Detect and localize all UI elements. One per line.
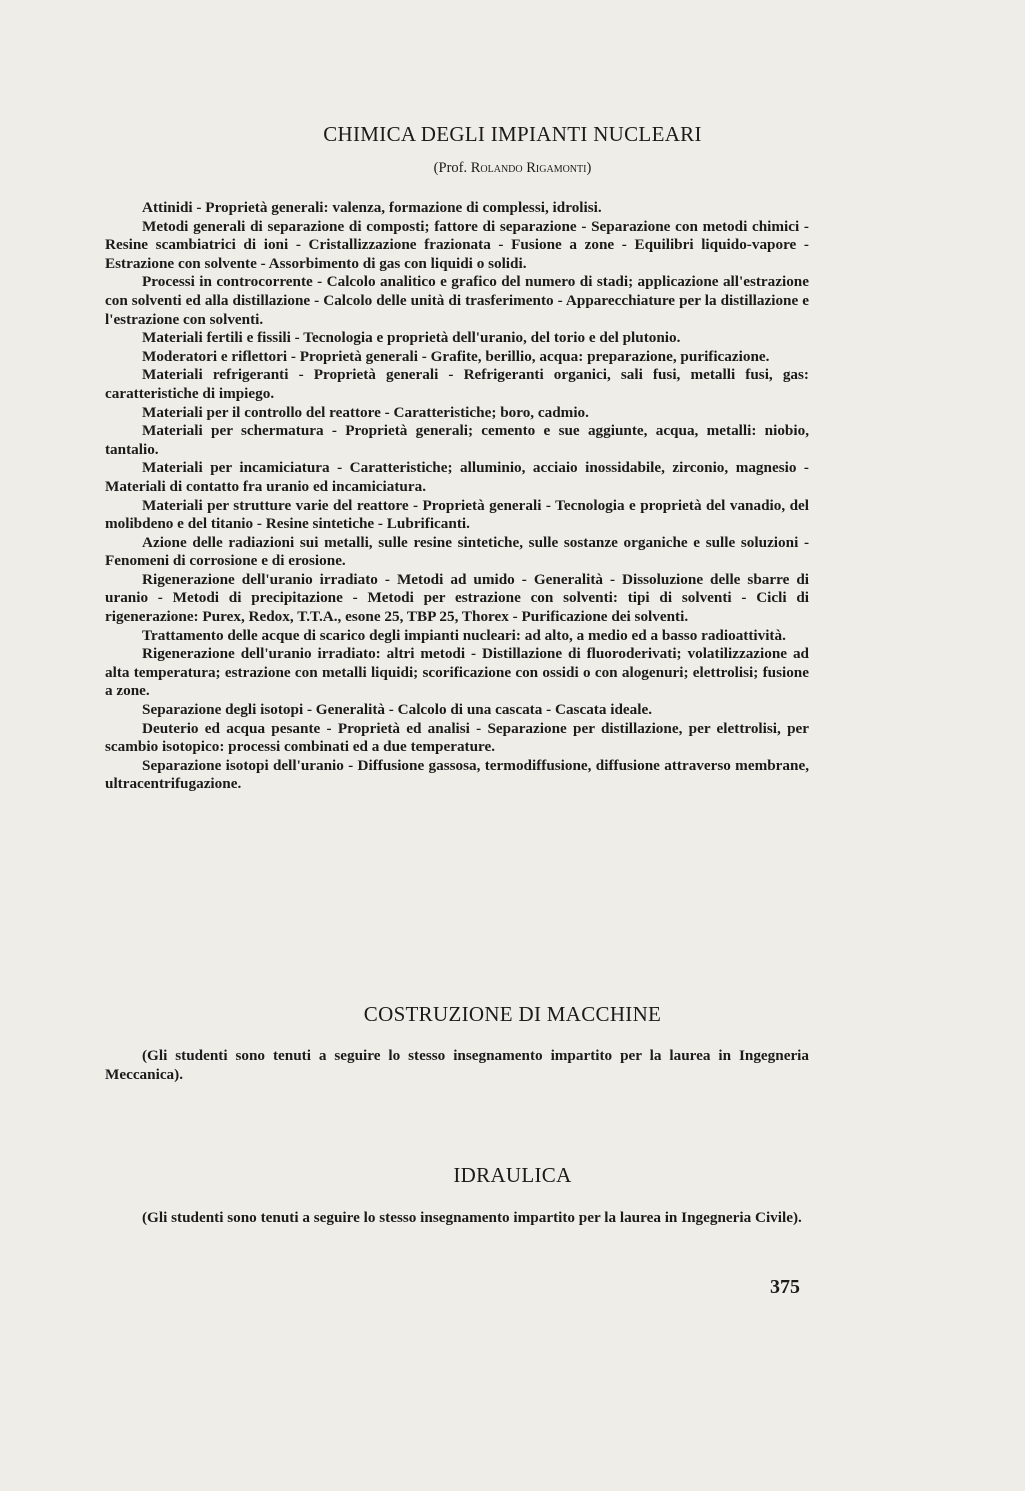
program-paragraph: Processi in controcorrente - Calcolo analitico e grafico del numero di stadi; applicazione all'estrazione con solventi ed alla distillazione - Calcolo delle unità di trasferimento - Apparecchiature per la distillazione e l'estrazione con solventi.: [105, 273, 809, 328]
program-paragraph: Azione delle radiazioni sui metalli, sulle resine sintetiche, sulle sostanze organiche e sulle soluzioni - Fenomeni di corrosione e di erosione.: [105, 533, 809, 570]
chimica-professor: [0, 160, 1025, 177]
professor-name: Rolando Rigamonti: [470, 160, 587, 176]
chimica-program-body: [105, 199, 809, 794]
program-paragraph: Metodi generali di separazione di composti; fattore di separazione - Separazione con metodi chimici - Resine scambiatrici di ioni - Cristallizzazione frazionata - Fusione a zone - Equilibri liquido-vapore - Estrazione con solvente - Assorbimento di gas con liquidi o solidi.: [105, 217, 809, 272]
professor-suffix: ): [586, 160, 592, 176]
chimica-section-title: CHIMICA DEGLI IMPIANTI NUCLEARI: [323, 122, 702, 146]
program-paragraph: Materiali fertili e fissili - Tecnologia e proprietà dell'uranio, del torio e del plutonio.: [142, 329, 681, 347]
program-paragraph: Separazione isotopi dell'uranio - Diffusione gassosa, termodiffusione, diffusione attraverso membrane, ultracentrifugazione.: [105, 756, 809, 793]
program-paragraph: Rigenerazione dell'uranio irradiato - Metodi ad umido - Generalità - Dissoluzione delle sbarre di uranio - Metodi di precipitazione - Metodi per estrazione con solventi: tipi di solventi - Cicli di rigenerazione: Purex, Redox, T.T.A., esone 25, TBP 25, Thorex - Purificazione dei solventi.: [105, 570, 809, 626]
program-paragraph: Deuterio ed acqua pesante - Proprietà ed analisi - Separazione per distillazione, per elettrolisi, per scambio isotopico: processi combinati ed a due temperature.: [105, 719, 809, 756]
program-paragraph: Materiali per schermatura - Proprietà generali; cemento e sue aggiunte, acqua, metalli: niobio, tantalio.: [105, 422, 809, 458]
professor-prefix: (Prof.: [433, 160, 471, 176]
idraulica-section-title: IDRAULICA: [453, 1163, 572, 1187]
page-number: 375: [770, 1276, 800, 1298]
idraulica-note: (Gli studenti sono tenuti a seguire lo stesso insegnamento impartito per la laurea in Ingegneria Civile).: [142, 1209, 802, 1226]
program-paragraph: Moderatori e riflettori - Proprietà generali - Grafite, berillio, acqua: preparazione, purificazione.: [142, 347, 770, 365]
program-paragraph: Materiali per incamiciatura - Caratteristiche; alluminio, acciaio inossidabile, zirconio, magnesio - Materiali di contatto fra uranio ed incamiciatura.: [105, 459, 809, 495]
program-paragraph: Separazione degli isotopi - Generalità - Calcolo di una cascata - Cascata ideale.: [142, 701, 652, 719]
costruzione-section-title: COSTRUZIONE DI MACCHINE: [363, 1002, 662, 1026]
program-paragraph: Rigenerazione dell'uranio irradiato: altri metodi - Distillazione di fluoroderivati; volatilizzazione ad alta temperatura; estrazione con metalli liquidi; scorificazione con ossidi o con alogenuri; elettrolisi; fusione a zone.: [105, 645, 809, 700]
program-paragraph: Materiali refrigeranti - Proprietà generali - Refrigeranti organici, sali fusi, metalli fusi, gas: caratteristiche di impiego.: [105, 366, 809, 402]
program-paragraph: Materiali per il controllo del reattore - Caratteristiche; boro, cadmio.: [142, 403, 589, 421]
costruzione-note: (Gli studenti sono tenuti a seguire lo stesso insegnamento impartito per la laurea in Ingegneria Meccanica).: [105, 1047, 809, 1083]
program-paragraph: Materiali per strutture varie del reattore - Proprietà generali - Tecnologia e proprietà del vanadio, del molibdeno e del titanio - Resine sintetiche - Lubrificanti.: [105, 496, 809, 533]
program-paragraph: Attinidi - Proprietà generali: valenza, formazione di complessi, idrolisi.: [142, 199, 602, 216]
program-paragraph: Trattamento delle acque di scarico degli impianti nucleari: ad alto, a medio ed a basso radioattività.: [142, 626, 786, 644]
